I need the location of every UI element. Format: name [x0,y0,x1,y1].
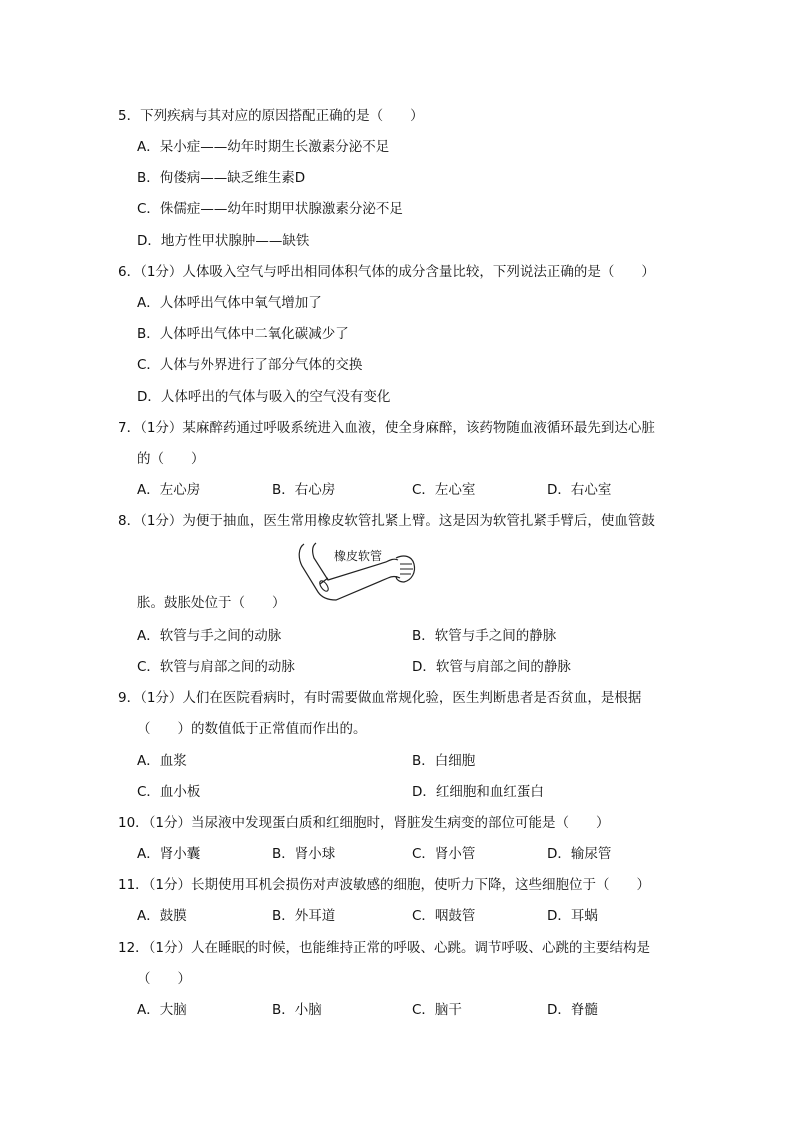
question-11-option-a: A．鼓膜 [137,908,187,924]
question-6-option-b: B．人体呼出气体中二氧化碳减少了 [137,326,349,342]
question-8-stem-line-1: 8．（1分）为便于抽血，医生常用橡皮软管扎紧上臂。这是因为软管扎紧手臂后，使血管鼓 [118,513,655,529]
figure-label-tourniquet: 橡皮软管 [334,549,383,563]
question-12-option-c: C．脑干 [412,1002,462,1018]
question-7-option-c: C．左心室 [412,482,476,498]
question-9-option-b: B．白细胞 [412,753,476,769]
question-11-option-b: B．外耳道 [272,908,336,924]
question-5-stem: 5．下列疾病与其对应的原因搭配正确的是（ ） [118,108,424,124]
question-8-option-c: C．软管与肩部之间的动脉 [137,659,295,675]
question-9-option-c: C．血小板 [137,784,201,800]
question-9-stem-line-1: 9．（1分）人们在医院看病时，有时需要做血常规化验，医生判断患者是否贫血，是根据 [118,690,642,706]
question-7-option-a: A．左心房 [137,482,201,498]
question-7-stem-line-2: 的（ ） [137,451,205,467]
question-12-option-a: A．大脑 [137,1002,187,1018]
question-11-stem: 11．（1分）长期使用耳机会损伤对声波敏感的细胞，使听力下降，这些细胞位于（ ） [118,877,651,893]
question-10-option-c: C．肾小管 [412,846,476,862]
question-12-stem-line-2: （ ） [137,971,191,987]
question-10-option-b: B．肾小球 [272,846,336,862]
question-10-stem: 10．（1分）当尿液中发现蛋白质和红细胞时，肾脏发生病变的部位可能是（ ） [118,815,610,831]
question-8-option-b: B．软管与手之间的静脉 [412,628,557,644]
question-9-option-a: A．血浆 [137,753,187,769]
question-10-option-a: A．肾小囊 [137,846,201,862]
question-6-option-a: A．人体呼出气体中氧气增加了 [137,295,322,311]
question-8-stem-line-2: 胀。鼓胀处位于（ ） [137,595,286,611]
question-5-option-d: D．地方性甲状腺肿——缺铁 [137,233,310,249]
question-11-option-c: C．咽鼓管 [412,908,476,924]
question-7-stem-line-1: 7．（1分）某麻醉药通过呼吸系统进入血液，使全身麻醉，该药物随血液循环最先到达心脏 [118,420,655,436]
question-6-option-d: D．人体呼出的气体与吸入的空气没有变化 [137,389,391,405]
question-7-option-b: B．右心房 [272,482,336,498]
question-5-option-a: A．呆小症——幼年时期生长激素分泌不足 [137,139,390,155]
question-12-option-d: D．脊髓 [547,1002,598,1018]
question-11-option-d: D．耳蜗 [547,908,598,924]
question-12-option-b: B．小脑 [272,1002,322,1018]
question-5-option-c: C．侏儒症——幼年时期甲状腺激素分泌不足 [137,201,403,217]
question-7-option-d: D．右心室 [547,482,612,498]
question-9-option-d: D．红细胞和血红蛋白 [412,784,544,800]
question-5-option-b: B．佝偻病——缺乏维生素D [137,170,306,186]
question-8-option-a: A．软管与手之间的动脉 [137,628,282,644]
question-9-stem-line-2: （ ）的数值低于正常值而作出的。 [137,721,367,737]
question-10-option-d: D．输尿管 [547,846,612,862]
question-12-stem-line-1: 12．（1分）人在睡眠的时候，也能维持正常的呼吸、心跳。调节呼吸、心跳的主要结构是 [118,940,651,956]
question-6-option-c: C．人体与外界进行了部分气体的交换 [137,357,363,373]
question-8-option-d: D．软管与肩部之间的静脉 [412,659,571,675]
question-6-stem: 6．（1分）人体吸入空气与呼出相同体积气体的成分含量比较，下列说法正确的是（ ） [118,264,655,280]
